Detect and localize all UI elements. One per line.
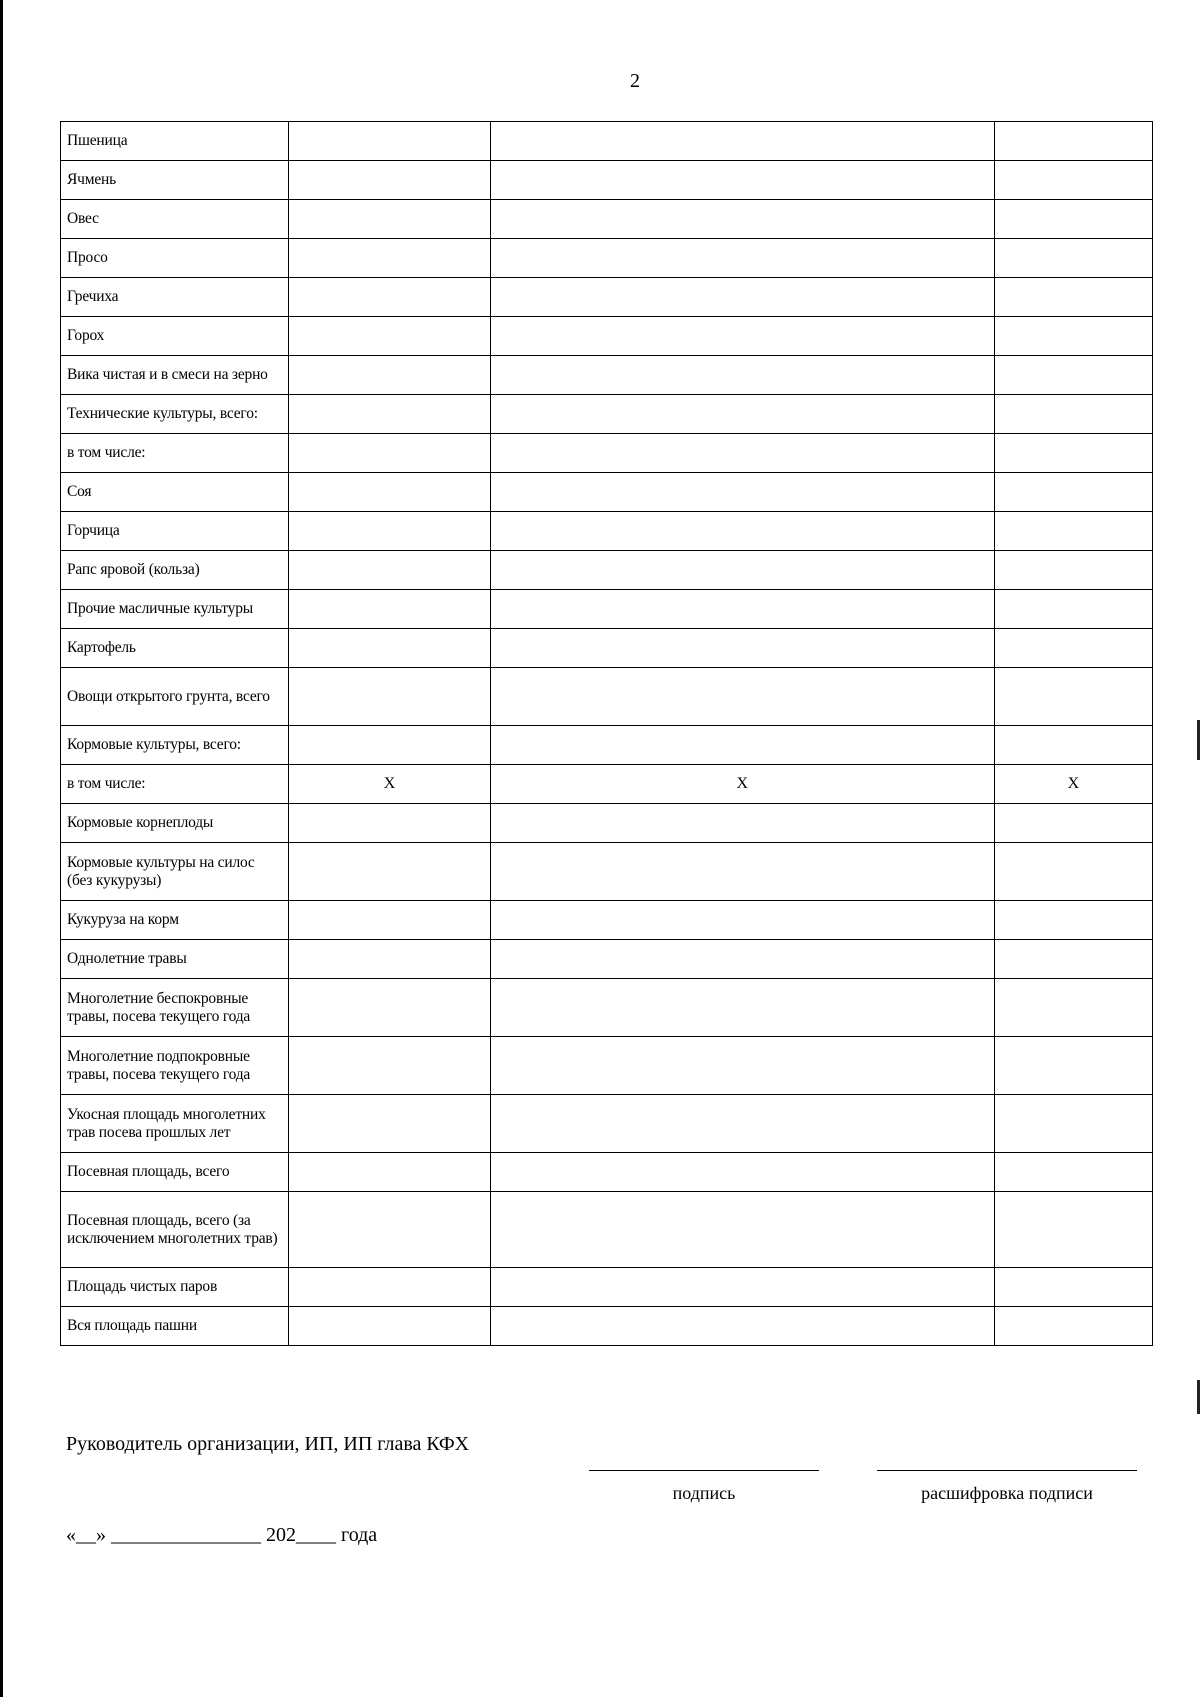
value-cell-col3[interactable] [490,804,994,843]
head-of-organization-label: Руководитель организации, ИП, ИП глава КФХ [66,1433,470,1455]
crop-name-cell: Гречиха [61,278,289,317]
value-cell-col3[interactable] [490,1095,994,1153]
value-cell-col2[interactable] [289,161,490,200]
value-cell-col3[interactable]: X [490,765,994,804]
table-row [61,726,1153,765]
value-cell-col4[interactable] [994,1037,1152,1095]
scan-left-edge [0,0,3,1697]
value-cell-col3[interactable] [490,200,994,239]
value-cell-col3[interactable] [490,1192,994,1268]
signature-caption: подпись [672,1483,736,1503]
table-row [61,668,1153,726]
crop-name-cell: Площадь чистых паров [61,1268,289,1307]
value-cell-col3[interactable] [490,590,994,629]
crop-name-cell: Укосная площадь многолетних трав посева прошлых лет [61,1095,289,1153]
crop-name-cell: Вика чистая и в смеси на зерно [61,356,289,395]
value-cell-col4[interactable] [994,434,1152,473]
value-cell-col3[interactable] [490,473,994,512]
crop-name-cell: Прочие масличные культуры [61,590,289,629]
value-cell-col3[interactable] [490,940,994,979]
crop-name-cell: Овес [61,200,289,239]
value-cell-col3[interactable] [490,1307,994,1346]
value-cell-col4[interactable] [994,1268,1152,1307]
crop-name-cell: Соя [61,473,289,512]
value-cell-col2[interactable] [289,200,490,239]
date-field[interactable]: «__» _______________ 202____ года [66,1524,378,1546]
signature-decipher-caption: расшифровка подписи [921,1483,1093,1503]
value-cell-col2[interactable] [289,843,490,901]
value-cell-col2[interactable] [289,356,490,395]
value-cell-col2[interactable] [289,901,490,940]
value-cell-col4[interactable] [994,551,1152,590]
value-cell-col3[interactable] [490,356,994,395]
value-cell-col2[interactable] [289,940,490,979]
value-cell-col3[interactable] [490,395,994,434]
value-cell-col4[interactable] [994,629,1152,668]
crop-name-cell: в том числе: [61,765,289,804]
value-cell-col3[interactable] [490,979,994,1037]
value-cell-col4[interactable] [994,239,1152,278]
value-cell-col4[interactable] [994,317,1152,356]
value-cell-col3[interactable] [490,629,994,668]
crop-name-cell: Пшеница [61,122,289,161]
value-cell-col3[interactable] [490,1153,994,1192]
crop-name-cell: Посевная площадь, всего [61,1153,289,1192]
page-number: 2 [630,70,640,92]
value-cell-col3[interactable] [490,239,994,278]
table-row [61,843,1153,901]
value-cell-col4[interactable] [994,161,1152,200]
value-cell-col2[interactable] [289,434,490,473]
value-cell-col2[interactable] [289,1192,490,1268]
value-cell-col4[interactable] [994,200,1152,239]
value-cell-col2[interactable] [289,551,490,590]
signature-decipher-line[interactable] [877,1470,1137,1471]
table-row [61,551,1153,590]
value-cell-col3[interactable] [490,317,994,356]
value-cell-col2[interactable] [289,239,490,278]
table-row [61,278,1153,317]
value-cell-col4[interactable] [994,668,1152,726]
table-row [61,356,1153,395]
crop-name-cell: Посевная площадь, всего (за исключением многолетних трав) [61,1192,289,1268]
table-row [61,1153,1153,1192]
value-cell-col4[interactable] [994,1307,1152,1346]
crop-area-table-body [61,122,1153,1346]
table-row [61,901,1153,940]
value-cell-col3[interactable] [490,1037,994,1095]
value-cell-col2[interactable] [289,395,490,434]
table-row [61,1095,1153,1153]
value-cell-col3[interactable] [490,122,994,161]
table-row [61,122,1153,161]
value-cell-col4[interactable] [994,1153,1152,1192]
crop-name-cell: Кукуруза на корм [61,901,289,940]
value-cell-col4[interactable] [994,278,1152,317]
value-cell-col3[interactable] [490,512,994,551]
table-row [61,940,1153,979]
value-cell-col2[interactable] [289,726,490,765]
crop-name-cell: Ячмень [61,161,289,200]
value-cell-col4[interactable] [994,901,1152,940]
value-cell-col3[interactable] [490,551,994,590]
crop-name-cell: Овощи открытого грунта, всего [61,668,289,726]
value-cell-col3[interactable] [490,434,994,473]
table-row [61,434,1153,473]
value-cell-col4[interactable] [994,395,1152,434]
value-cell-col2[interactable] [289,668,490,726]
value-cell-col4[interactable] [994,122,1152,161]
table-row [61,590,1153,629]
table-row [61,804,1153,843]
table-row [61,629,1153,668]
value-cell-col2[interactable] [289,278,490,317]
value-cell-col2[interactable]: X [289,765,490,804]
value-cell-col2[interactable] [289,804,490,843]
crop-name-cell: Многолетние беспокровные травы, посева текущего года [61,979,289,1037]
crop-name-cell: Кормовые культуры на силос (без кукурузы) [61,843,289,901]
crop-name-cell: в том числе: [61,434,289,473]
table-row [61,395,1153,434]
crop-name-cell: Технические культуры, всего: [61,395,289,434]
value-cell-col4[interactable] [994,473,1152,512]
value-cell-col3[interactable] [490,901,994,940]
crop-name-cell: Кормовые культуры, всего: [61,726,289,765]
table-row [61,1192,1153,1268]
crop-area-table [60,121,1153,1346]
crop-name-cell: Вся площадь пашни [61,1307,289,1346]
table-row [61,473,1153,512]
value-cell-col3[interactable] [490,843,994,901]
value-cell-col4[interactable] [994,843,1152,901]
value-cell-col2[interactable] [289,979,490,1037]
value-cell-col4[interactable] [994,979,1152,1037]
value-cell-col4[interactable] [994,1095,1152,1153]
table-row [61,1268,1153,1307]
table-row [61,765,1153,804]
table-row [61,979,1153,1037]
crop-name-cell: Многолетние подпокровные травы, посева текущего года [61,1037,289,1095]
value-cell-col2[interactable] [289,1307,490,1346]
crop-name-cell: Кормовые корнеплоды [61,804,289,843]
value-cell-col2[interactable] [289,317,490,356]
crop-name-cell: Однолетние травы [61,940,289,979]
value-cell-col3[interactable] [490,278,994,317]
table-row [61,239,1153,278]
crop-name-cell: Горох [61,317,289,356]
value-cell-col4[interactable] [994,726,1152,765]
crop-name-cell: Горчица [61,512,289,551]
crop-name-cell: Рапс яровой (кольза) [61,551,289,590]
crop-name-cell: Картофель [61,629,289,668]
value-cell-col2[interactable] [289,512,490,551]
value-cell-col2[interactable] [289,590,490,629]
value-cell-col2[interactable] [289,1153,490,1192]
value-cell-col4[interactable] [994,804,1152,843]
table-row [61,161,1153,200]
value-cell-col3[interactable] [490,668,994,726]
value-cell-col4[interactable] [994,940,1152,979]
value-cell-col3[interactable] [490,161,994,200]
table-row [61,1037,1153,1095]
value-cell-col4[interactable] [994,1192,1152,1268]
value-cell-col2[interactable] [289,1268,490,1307]
value-cell-col2[interactable] [289,1037,490,1095]
table-row [61,317,1153,356]
value-cell-col2[interactable] [289,473,490,512]
value-cell-col2[interactable] [289,629,490,668]
value-cell-col4[interactable]: X [994,765,1152,804]
value-cell-col4[interactable] [994,512,1152,551]
value-cell-col2[interactable] [289,122,490,161]
value-cell-col3[interactable] [490,726,994,765]
crop-name-cell: Просо [61,239,289,278]
table-row [61,200,1153,239]
signature-line[interactable] [589,1470,819,1471]
table-row [61,1307,1153,1346]
value-cell-col3[interactable] [490,1268,994,1307]
value-cell-col2[interactable] [289,1095,490,1153]
value-cell-col4[interactable] [994,356,1152,395]
table-row [61,512,1153,551]
value-cell-col4[interactable] [994,590,1152,629]
